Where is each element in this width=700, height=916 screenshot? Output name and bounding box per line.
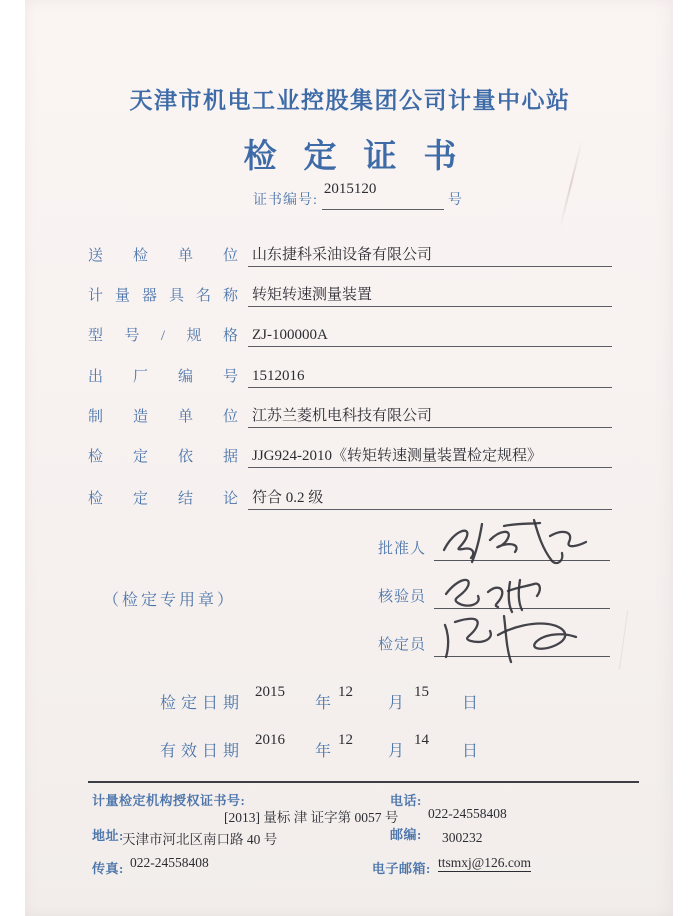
calibration-date-label: 检定日期 [160, 695, 245, 712]
field-row-conclusion [88, 480, 612, 510]
field-value: 符合 0.2 级 [252, 490, 324, 506]
field-underline [248, 243, 612, 267]
field-label: 检定结论 [88, 491, 238, 507]
verifier-underline [434, 578, 610, 609]
certificate-number-underline [322, 183, 444, 210]
zip-label: 邮编: [390, 827, 422, 842]
field-row-verification-basis [88, 438, 612, 468]
field-value: ZJ-100000A [252, 327, 328, 343]
valid-day: 14 [414, 732, 429, 748]
field-row-manufacturer [88, 398, 612, 428]
approver-label: 批准人 [378, 541, 427, 557]
approver-signature [438, 516, 598, 568]
verifier-row [378, 579, 610, 609]
field-underline [248, 367, 612, 388]
field-value: 山东捷科采油设备有限公司 [252, 247, 433, 263]
authorization-label: 计量检定机构授权证书号: [92, 793, 246, 808]
field-label: 检定依据 [88, 449, 238, 465]
calibrator-signature [438, 609, 588, 664]
certificate-title: 检定证书 [243, 137, 484, 174]
email-value: ttsmxj@126.com [438, 855, 532, 870]
year-unit: 年 [315, 695, 332, 712]
fax-value: 022-24558408 [130, 855, 209, 870]
year-unit: 年 [315, 743, 332, 760]
certificate-number-label: 证书编号: [253, 193, 318, 208]
field-underline [248, 283, 612, 307]
month-unit: 月 [388, 743, 405, 760]
field-label: 出厂编号 [88, 369, 238, 385]
calibrator-label: 检定员 [378, 637, 427, 653]
field-label: 制造单位 [88, 409, 238, 425]
footer-divider [88, 781, 639, 783]
valid-month: 12 [338, 732, 353, 748]
approver-row [378, 531, 610, 561]
field-label: 计量器具名称 [88, 288, 238, 304]
address-value: 天津市河北区南口路 40 号 [122, 832, 278, 847]
field-label: 型号/规格 [88, 328, 238, 344]
paper-crease-2 [619, 610, 628, 670]
field-underline [248, 444, 612, 468]
certificate-number-suffix: 号 [447, 193, 462, 208]
certificate-number [253, 181, 462, 210]
calibration-date-row [0, 684, 700, 712]
field-row-model-spec [88, 317, 612, 347]
field-underline [248, 326, 612, 347]
phone-label: 电话: [390, 793, 422, 808]
approver-underline [434, 530, 610, 561]
fax-label: 传真: [92, 861, 124, 876]
field-underline [248, 486, 612, 510]
organization-title: 天津市机电工业控股集团公司计量中心站 [129, 87, 571, 113]
address-label: 地址: [92, 828, 124, 843]
valid-date-row [0, 732, 700, 760]
calibration-day: 15 [414, 684, 429, 700]
seal-note: （检定专用章） [103, 592, 237, 609]
email-label: 电子邮箱: [372, 861, 431, 876]
calibrator-row [378, 627, 610, 657]
field-row-client [88, 237, 612, 267]
day-unit: 日 [462, 743, 479, 760]
certificate-number-value: 2015120 [323, 181, 377, 197]
valid-year: 2016 [255, 732, 285, 748]
field-value: 江苏兰菱机电科技有限公司 [252, 408, 433, 424]
valid-date-label: 有效日期 [160, 743, 245, 760]
calibration-year: 2015 [255, 684, 285, 700]
day-unit: 日 [462, 695, 479, 712]
month-unit: 月 [388, 695, 405, 712]
phone-value: 022-24558408 [428, 806, 507, 821]
field-value: JJG924-2010《转矩转速测量装置检定规程》 [252, 448, 543, 464]
field-value: 转矩转速测量装置 [252, 287, 373, 303]
field-value: 1512016 [252, 368, 305, 384]
calibrator-underline [434, 626, 610, 657]
verifier-label: 核验员 [378, 589, 427, 605]
calibration-month: 12 [338, 684, 353, 700]
field-label: 送检单位 [88, 248, 238, 264]
field-underline [248, 404, 612, 428]
zip-value: 300232 [442, 830, 483, 845]
field-row-instrument-name [88, 277, 612, 307]
field-row-serial-number [88, 358, 612, 388]
authorization-value: [2013] 量标 津 证字第 0057 号 [224, 810, 399, 825]
